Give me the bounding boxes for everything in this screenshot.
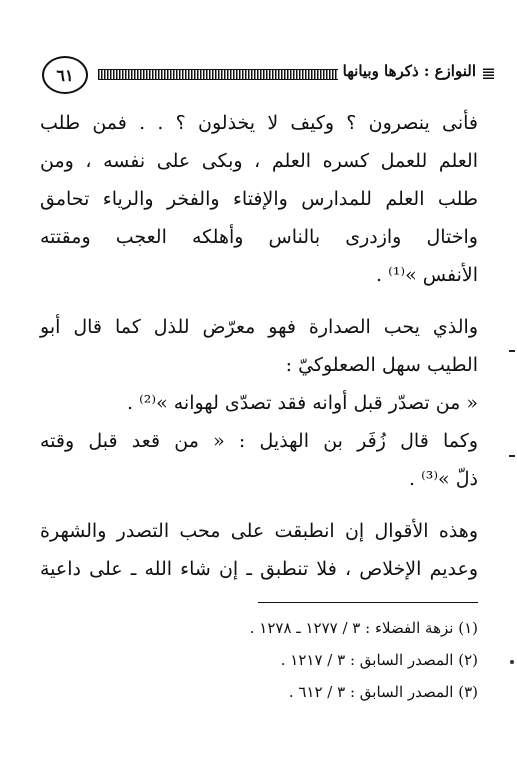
text-line: الطيب سهل الصعلوكيّ : [285,354,478,376]
text-line: وعديم الإخلاص ، فلا تنطبق ـ إن شاء الله ـ على داعية [40,558,478,580]
margin-mark [509,455,515,457]
text-line: فأنى ينصرون ؟ وكيف لا يخذلون ؟ . . فمن طلب [40,112,478,134]
header-ornament [483,68,494,79]
text-line: طلب العلم للمدارس والإفتاء والفخر والرياء تحامق [40,188,478,210]
text-line: والذي يحب الصدارة فهو معرّض للذل كما قال أبو [40,316,478,338]
text-line: وهذه الأقوال إن انطبقت على محب التصدر والشهرة [40,520,478,542]
body-text [40,104,478,588]
header-rule [98,69,338,80]
running-title: النوازع : ذكرها وبيانها [342,62,476,80]
text-line: واختال وازدرى بالناس وأهلكه العجب ومقتته [40,226,478,248]
footnote-item: (٣) المصدر السابق : ٣ / ٦١٢ . [288,683,478,701]
text-line: العلم للعمل كسره العلم ، وبكى على نفسه ، ومن [40,150,478,172]
footnote-item: (٢) المصدر السابق : ٣ / ١٢١٧ . [280,651,478,669]
margin-mark [509,350,515,352]
text-line: ذلّ »⁽³⁾ . [409,468,478,490]
page-header [42,56,494,100]
page-number: ٦١ [42,56,88,94]
text-line: وكما قال زُفَر بن الهذيل : « من قعد قبل وقته [40,430,478,452]
text-line: الأنفس »⁽¹⁾ . [376,264,478,286]
margin-dot [510,660,514,664]
footnotes [160,612,478,708]
footnote-item: (١) نزهة الفضلاء : ٣ / ١٢٧٧ ـ ١٢٧٨ . [249,619,478,637]
quote-line: « من تصدّر قبل أوانه فقد تصدّى لهوانه »⁽²⁾ . [127,392,478,414]
footnote-separator [258,602,478,603]
